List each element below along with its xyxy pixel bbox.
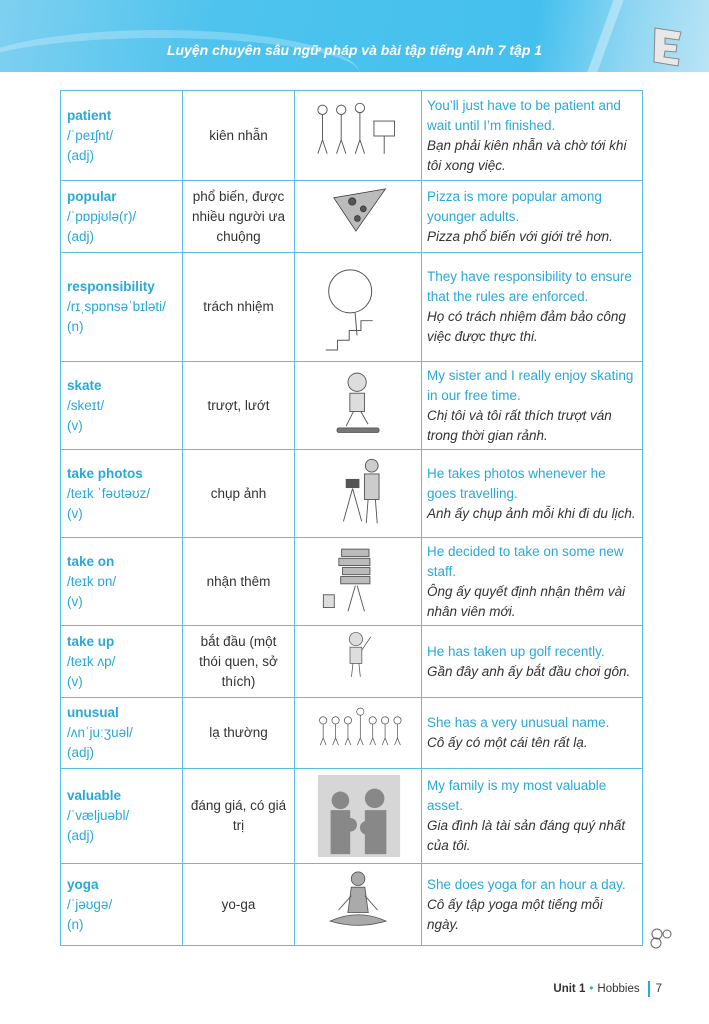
word: skate: [67, 377, 102, 393]
illustration-cell: [295, 626, 422, 698]
part-of-speech: (n): [67, 319, 84, 334]
word-cell: [61, 450, 183, 538]
example-vietnamese: Họ có trách nhiệm đảm bảo công việc được thực thi.: [427, 309, 626, 344]
ipa: /ˈvæljuəbl/: [67, 808, 130, 823]
example-english: He decided to take on some new staff.: [427, 543, 624, 579]
table-row: [61, 864, 643, 946]
example-vietnamese: Gần đây anh ấy bắt đầu chơi gôn.: [427, 663, 631, 679]
illustration-cell: [295, 538, 422, 626]
meaning-cell: đáng giá, có giá trị: [183, 769, 295, 864]
meaning-cell: yo-ga: [183, 864, 295, 946]
word-cell: [61, 864, 183, 946]
table-row: [61, 181, 643, 253]
ipa: /rɪˌspɒnsəˈbɪləti/: [67, 299, 166, 314]
ipa: /skeɪt/: [67, 397, 105, 413]
woman-yoga-illustration: [295, 866, 422, 944]
decorative-circles-icon: [648, 926, 678, 950]
boy-skateboarding-illustration: [295, 364, 422, 448]
part-of-speech: (adj): [67, 228, 95, 244]
word: take photos: [67, 465, 143, 481]
example-vietnamese: Bạn phải kiên nhẫn và chờ tới khi tôi xong việc.: [427, 137, 627, 173]
photographer-illustration: [295, 452, 422, 536]
word: patient: [67, 107, 112, 123]
example-vietnamese: Cô ấy tập yoga một tiếng mỗi ngày.: [427, 896, 603, 932]
word-cell: [61, 626, 183, 698]
ipa: /teɪk ɒn/: [67, 573, 117, 589]
word: unusual: [67, 705, 119, 720]
example-cell: [422, 362, 643, 450]
example-cell: [422, 864, 643, 946]
example-english: My family is my most valuable asset.: [427, 778, 607, 813]
example-cell: [422, 626, 643, 698]
family-photo: [295, 771, 422, 861]
part-of-speech: (v): [67, 593, 83, 609]
word-cell: [61, 538, 183, 626]
meaning-cell: lạ thường: [183, 698, 295, 769]
footer-unit: Unit 1: [553, 983, 586, 995]
word: take up: [67, 633, 115, 649]
people-waiting-illustration: [295, 93, 422, 179]
example-vietnamese: Chị tôi và tôi rất thích trượt ván trong thời gian rảnh.: [427, 407, 612, 443]
table-row: [61, 450, 643, 538]
standout-person-illustration: [295, 700, 422, 767]
illustration-cell: [295, 769, 422, 864]
example-english: He takes photos whenever he goes travelling.: [427, 465, 606, 501]
ipa: /teɪk ˈfəʊtəʊz/: [67, 485, 151, 501]
responsibility-burden-illustration: [295, 262, 422, 352]
illustration-cell: [295, 91, 422, 181]
meaning-cell: nhận thêm: [183, 538, 295, 626]
header-banner: [0, 0, 709, 72]
vocabulary-table: [60, 90, 643, 946]
example-cell: [422, 91, 643, 181]
word: responsibility: [67, 279, 155, 294]
illustration-cell: [295, 362, 422, 450]
meaning-cell: trượt, lướt: [183, 362, 295, 450]
table-row: [61, 362, 643, 450]
table-row: [61, 91, 643, 181]
example-english: He has taken up golf recently.: [427, 643, 605, 659]
table-row: [61, 769, 643, 864]
ipa: /teɪk ʌp/: [67, 653, 116, 669]
example-english: You’ll just have to be patient and wait until I’m finished.: [427, 97, 621, 133]
example-cell: [422, 253, 643, 362]
example-cell: [422, 698, 643, 769]
footer-divider: [648, 981, 650, 997]
part-of-speech: (adj): [67, 745, 95, 760]
footer-topic: Hobbies: [597, 983, 640, 995]
example-vietnamese: Pizza phổ biến với giới trẻ hơn.: [427, 228, 613, 244]
part-of-speech: (v): [67, 505, 83, 521]
table-row: [61, 253, 643, 362]
illustration-cell: [295, 253, 422, 362]
word-cell: [61, 698, 183, 769]
meaning-cell: phổ biến, được nhiều người ưa chuộng: [183, 181, 295, 253]
part-of-speech: (v): [67, 673, 83, 689]
meaning-cell: chụp ảnh: [183, 450, 295, 538]
boy-golfing-illustration: [295, 628, 422, 696]
table-row: [61, 538, 643, 626]
man-carrying-books-illustration: [295, 540, 422, 624]
illustration-cell: [295, 698, 422, 769]
word-cell: [61, 769, 183, 864]
ipa: /ˈjəʊgə/: [67, 896, 113, 912]
part-of-speech: (v): [67, 417, 83, 433]
table-row: [61, 698, 643, 769]
illustration-cell: [295, 864, 422, 946]
word-cell: [61, 362, 183, 450]
example-vietnamese: Anh ấy chụp ảnh mỗi khi đi du lịch.: [427, 505, 636, 521]
example-vietnamese: Cô ấy có một cái tên rất lạ.: [427, 735, 588, 750]
page-footer: [60, 980, 662, 998]
word-cell: [61, 181, 183, 253]
page-number: 7: [655, 983, 662, 995]
illustration-cell: [295, 450, 422, 538]
book-title: Luyện chuyên sâu ngữ pháp và bài tập tiếng Anh 7 tập 1: [166, 42, 543, 58]
page-content: [60, 90, 662, 998]
ipa: /ˈpeɪʃnt/: [67, 127, 114, 143]
example-vietnamese: Ông ấy quyết định nhận thêm vài nhân viên mới.: [427, 583, 626, 619]
example-english: She does yoga for an hour a day.: [427, 876, 626, 892]
example-english: My sister and I really enjoy skating in our free time.: [427, 367, 634, 403]
example-cell: [422, 538, 643, 626]
english-logo-icon: [651, 26, 691, 70]
meaning-cell: bắt đầu (một thói quen, sở thích): [183, 626, 295, 698]
footer-dot: •: [589, 983, 594, 995]
example-cell: [422, 450, 643, 538]
table-row: [61, 626, 643, 698]
meaning-cell: kiên nhẫn: [183, 91, 295, 181]
example-english: They have responsibility to ensure that the rules are enforced.: [427, 269, 632, 304]
word: valuable: [67, 788, 122, 803]
example-english: Pizza is more popular among younger adults.: [427, 188, 602, 224]
word: take on: [67, 553, 115, 569]
example-cell: [422, 181, 643, 253]
ipa: /ˈpɒpjʊlə(r)/: [67, 208, 137, 224]
word: yoga: [67, 876, 99, 892]
part-of-speech: (adj): [67, 828, 95, 843]
word: popular: [67, 188, 117, 204]
example-vietnamese: Gia đình là tài sản đáng quý nhất của tôi.: [427, 818, 626, 853]
meaning-cell: trách nhiệm: [183, 253, 295, 362]
decoration-row: [60, 946, 662, 970]
word-cell: [61, 253, 183, 362]
part-of-speech: (n): [67, 916, 84, 932]
pizza-slice-illustration: [295, 183, 422, 251]
ipa: /ʌnˈjuːʒuəl/: [67, 725, 133, 740]
illustration-cell: [295, 181, 422, 253]
example-cell: [422, 769, 643, 864]
part-of-speech: (adj): [67, 147, 95, 163]
word-cell: [61, 91, 183, 181]
example-english: She has a very unusual name.: [427, 715, 610, 730]
